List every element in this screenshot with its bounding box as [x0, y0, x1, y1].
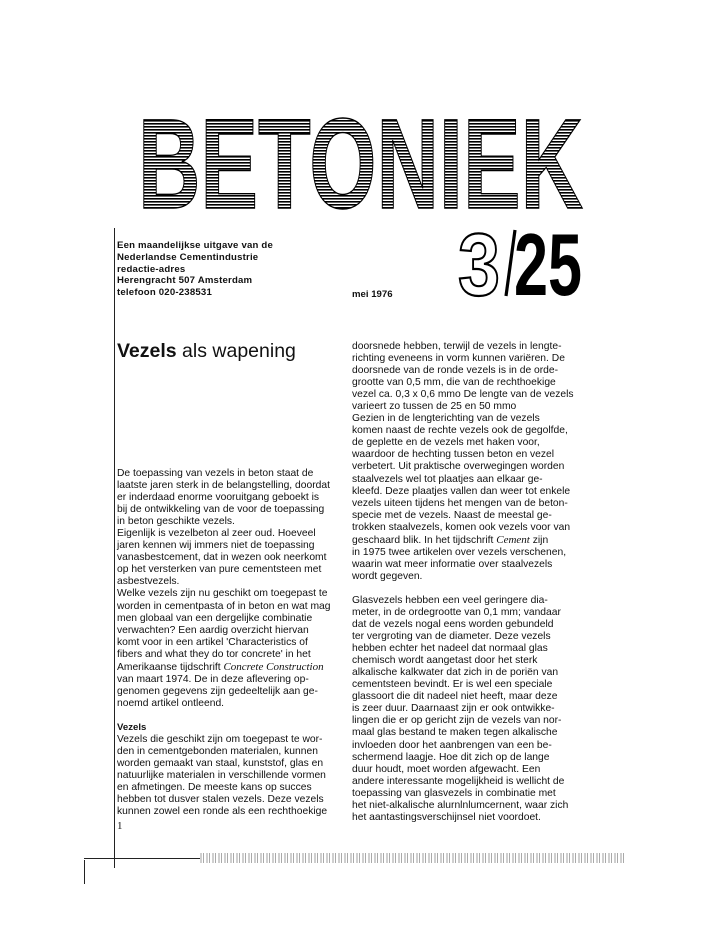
- text-line: Welke vezels zijn nu geschikt om toegepast te: [117, 588, 328, 600]
- text-line: fibers and what they do tor concrete' in het: [117, 648, 311, 660]
- journal-title: Concrete Construction: [223, 660, 324, 673]
- text-line: het niet-alkalische alurnlnlumcernent, waar zich: [352, 799, 569, 811]
- text-line: van maart 1974. De in deze aflevering op-: [117, 673, 309, 685]
- text-line: glassoort die dit nadeel niet heeft, maar deze: [352, 691, 558, 703]
- text-line: vezels uiteen tijdens het mengen van de beton-: [352, 497, 568, 509]
- text-line: asbestvezels.: [117, 576, 180, 588]
- issue-number: [457, 215, 583, 314]
- left-rule: [114, 228, 115, 868]
- section-subheading: Vezels: [117, 721, 147, 733]
- footer-band: [200, 853, 624, 863]
- text-line: kleefd. Deze plaatjes vallen dan weer tot enkele: [352, 485, 571, 497]
- footer-tick: [84, 860, 85, 884]
- text-line: De toepassing van vezels in beton staat de: [117, 468, 314, 479]
- text-line: [352, 534, 588, 547]
- text-line: laatste jaren sterk in de belangstelling, doordat: [117, 480, 330, 492]
- text-line: alkalische kalkwater dat zich in de poriën van: [352, 667, 559, 679]
- text-line: duur houdt, moet worden afgewacht. Een: [352, 763, 541, 775]
- journal-title: Cement: [496, 533, 530, 546]
- text-line: cementsteen bevindt. Er is wel een speciale: [352, 679, 553, 691]
- article-column-left: [117, 468, 347, 818]
- text-line: er inderdaad enorme vooruitgang geboekt is: [117, 492, 320, 504]
- text-line: doorsnede van de ronde vezels is in de orde-: [352, 365, 559, 377]
- article-title: [117, 340, 296, 363]
- text-line: verwachten? Een aardig overzicht hiervan: [117, 624, 309, 636]
- text-line: schermend laagje. Hoe dit zich op de lange: [352, 751, 550, 763]
- text-line: hebben echter het nadeel dat normaal glas: [352, 643, 548, 655]
- text-line: het aantastingsverschijnsel niet voordoet.: [352, 811, 541, 823]
- article-column-right: [352, 341, 588, 824]
- text-line: ter vergroting van de diameter. Deze vezels: [352, 631, 551, 643]
- publisher-line: Herengracht 507 Amsterdam: [117, 275, 253, 287]
- text-line: doorsnede hebben, terwijl de vezels in lengte-: [352, 341, 562, 352]
- publisher-line: Nederlandse Cementindustrie: [117, 251, 259, 263]
- text-line: vanasbestcement, dat in wezen ook neerkomt: [117, 552, 327, 564]
- text-line: Gezien in de lengterichting van de vezels: [352, 413, 540, 425]
- text-line: is zeer duur. Daarnaast zijn er ook ontwikke-: [352, 703, 555, 715]
- text-line: chemisch wordt aangetast door het sterk: [352, 655, 538, 667]
- text-span: Amerikaanse tijdschrift: [117, 661, 224, 673]
- text-line: toepassing van glasvezels in combinatie met: [352, 787, 556, 799]
- footer-rule: [84, 858, 200, 859]
- text-line: komen naast de rechte vezels ook de gegolfde,: [352, 425, 568, 437]
- text-line: richting eveneens in vorm kunnen variëren. De: [352, 353, 565, 365]
- text-line: komt voor in een artikel 'Characteristics of: [117, 636, 308, 648]
- publisher-line: Een maandelijkse uitgave van de: [117, 240, 274, 251]
- text-line: kunnen zowel een ronde als een rechthoekige: [117, 806, 328, 818]
- page-number: 1: [117, 820, 123, 832]
- text-line: in beton geschikte vezels.: [117, 516, 235, 528]
- text-line: de geplette en de vezels met haken voor,: [352, 437, 540, 449]
- text-line: Glasvezels hebben een veel geringere dia-: [352, 594, 548, 606]
- text-line: Eigenlijk is vezelbeton al zeer oud. Hoeveel: [117, 528, 316, 540]
- text-line: varieert zo tussen de 25 en 50 mmo: [352, 401, 517, 413]
- text-line: bij de ontwikkeling van de voor de toepassing: [117, 504, 325, 516]
- text-line: noemd artikel ontleend.: [117, 697, 225, 709]
- text-line: [117, 661, 347, 674]
- text-line: genomen gegevens zijn gedeeltelijk aan ge-: [117, 685, 318, 697]
- publisher-line: redactie-adres: [117, 263, 186, 275]
- text-line: in 1975 twee artikelen over vezels verschenen,: [352, 546, 567, 558]
- text-line: meter, in de ordegrootte van 0,1 mm; vandaar: [352, 606, 561, 618]
- text-line: verbetert. Uit praktische overwegingen worden: [352, 461, 565, 473]
- text-line: dat de vezels nogal eens worden gebundeld: [352, 619, 554, 631]
- text-line: vezel ca. 0,3 x 0,6 mmo De lengte van de vezels: [352, 389, 574, 401]
- issue-volume: 3: [458, 215, 500, 314]
- text-line: wordt gegeven.: [352, 570, 423, 582]
- article-title-rest: als wapening: [176, 340, 296, 362]
- masthead-logo: [137, 93, 584, 236]
- publisher-line: telefoon 020-238531: [117, 287, 212, 299]
- text-line: op het versterken van pure cementsteen met: [117, 564, 322, 576]
- text-line: jaren kennen wij immers niet de toepassing: [117, 540, 315, 552]
- text-line: lingen die er op gericht zijn de vezels van nor-: [352, 715, 562, 727]
- text-line: waarin wat meer informatie over staalvezels: [352, 558, 553, 570]
- masthead: [137, 93, 584, 236]
- text-line: natuurlijke materialen in verschillende vormen: [117, 770, 326, 782]
- text-line: staalvezels wel tot plaatjes aan elkaar ge-: [352, 473, 543, 485]
- text-line: men globaal van een dergelijke combinatie: [117, 612, 313, 624]
- text-line: andere interessante mogelijkheid is wellicht de: [352, 775, 565, 787]
- text-line: hebben tot dusver stalen vezels. Deze vezels: [117, 794, 324, 806]
- text-line: grootte van 0,5 mm, die van de rechthoekige: [352, 377, 556, 389]
- publisher-block: [117, 240, 273, 299]
- issue-number-value: 25: [514, 215, 582, 314]
- text-span: geschaard blik. In het tijdschrift: [352, 534, 494, 546]
- text-line: worden gemaakt van staal, kunststof, glas en: [117, 758, 324, 770]
- text-line: en afmetingen. De meeste kans op succes: [117, 782, 312, 794]
- text-line: specie met de vezels. Naast de meestal ge-: [352, 509, 552, 521]
- text-span: zijn: [529, 534, 549, 546]
- text-line: worden in cementpasta of in beton en wat mag: [117, 600, 331, 612]
- text-line: waardoor de hechting tussen beton en vezel: [352, 449, 555, 461]
- text-line: trokken staalvezels, komen ook vezels voor van: [352, 521, 571, 533]
- issue-date: mei 1976: [352, 289, 393, 300]
- masthead-title: BETONIEK: [138, 93, 583, 236]
- text-line: den in cementgebonden materialen, kunnen: [117, 746, 318, 758]
- text-line: maal glas bestand te maken tegen alkalische: [352, 727, 558, 739]
- text-line: invloeden door het aanbrengen van een be-: [352, 739, 552, 751]
- text-line: Vezels die geschikt zijn om toegepast te wor-: [117, 733, 323, 745]
- article-title-bold: Vezels: [117, 340, 177, 362]
